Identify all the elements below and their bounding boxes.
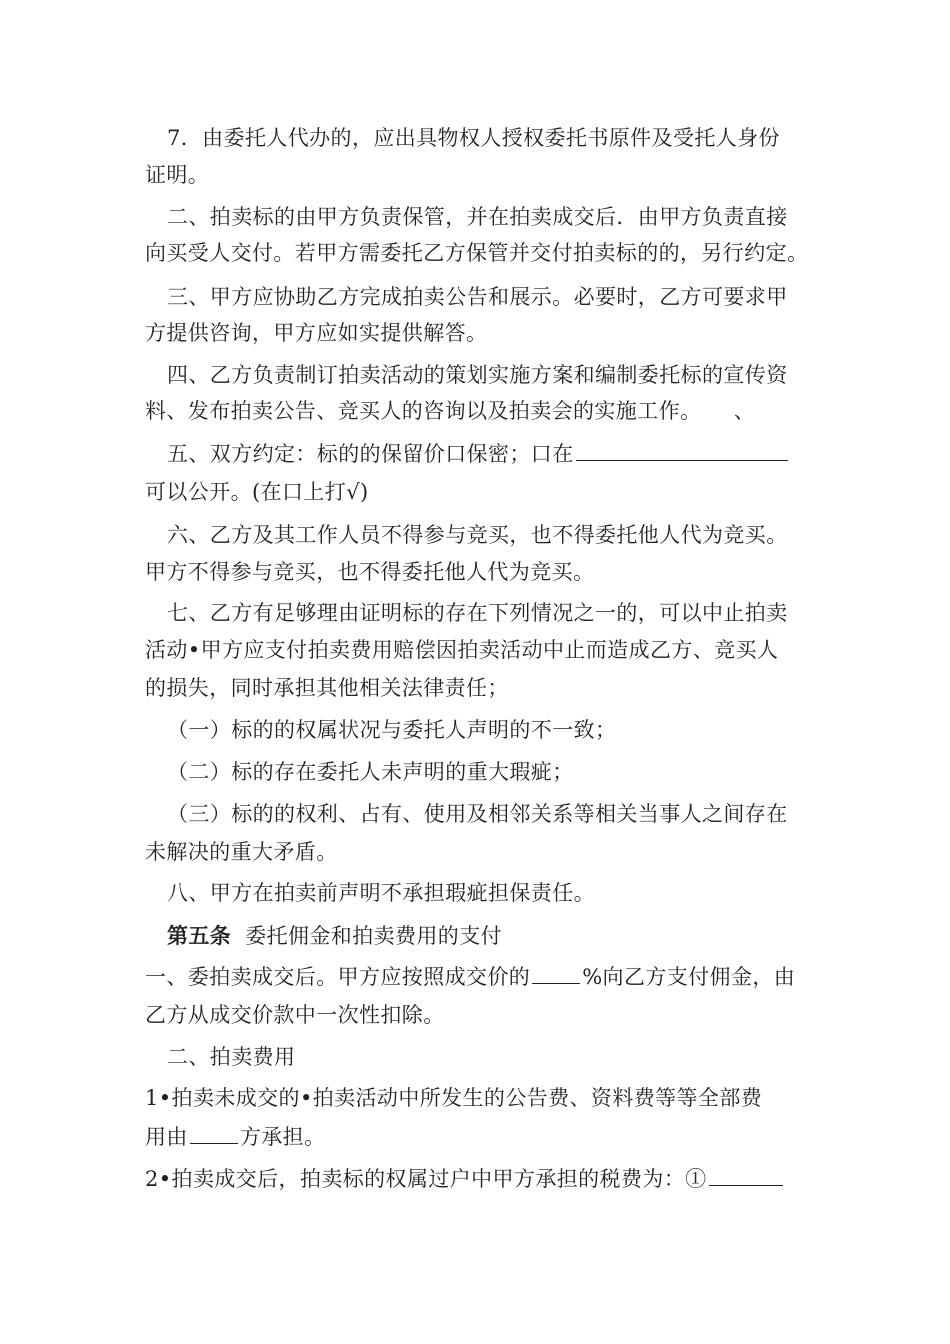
- article-5-clause-1-line-1: [145, 962, 795, 992]
- article-5-clause-1-line-2: 乙方从成交价款中一次性扣除。: [145, 1003, 445, 1027]
- clause-3-line-2: 方提供咨询，甲方应如实提供解答。: [145, 321, 488, 345]
- clause-2-line-2: 向买受人交付。若甲方需委托乙方保管并交付拍卖标的的，另行约定。: [145, 241, 809, 265]
- paragraph-7-line-1: 7．由委托人代办的，应出具物权人授权委托书原件及受托人身份: [167, 126, 780, 150]
- fees-item-1-line-2: [145, 1122, 325, 1152]
- article-5-clause-2-heading: 二、拍卖费用: [167, 1045, 296, 1069]
- clause-2-line-1: 二、拍卖标的由甲方负责保管，并在拍卖成交后．由甲方负责直接: [167, 205, 788, 229]
- article-5-title: 委托佣金和拍卖费用的支付: [245, 924, 503, 948]
- bearing-party-blank[interactable]: [190, 1123, 238, 1144]
- article-5-heading: [167, 921, 502, 951]
- fees-item-2-line-1: [145, 1164, 785, 1194]
- clause-6-line-2: 甲方不得参与竞买，也不得委托他人代为竞买。: [145, 560, 595, 584]
- clause-4-line-1: 四、乙方负责制订拍卖活动的策划实施方案和编制委托标的宣传资: [167, 363, 788, 387]
- commission-rate-blank[interactable]: [532, 963, 580, 984]
- clause-7-line-3: 的损失，同时承担其他相关法律责任；: [145, 676, 509, 700]
- fees-item-1-text-a: 用由: [145, 1125, 188, 1149]
- clause-7-item-1: （一）标的的权属状况与委托人声明的不一致；: [167, 718, 617, 742]
- fill-in-blank[interactable]: [576, 440, 788, 461]
- clause-7-item-3-line-1: （三）标的的权利、占有、使用及相邻关系等相关当事人之间存在: [167, 802, 788, 826]
- article-5-label: 第五条: [167, 923, 232, 948]
- clause-5-line-2: 可以公开。(在口上打√): [145, 480, 369, 504]
- paragraph-7-line-2: 证明。: [145, 163, 210, 187]
- fees-item-1-line-1: 1•拍卖未成交的•拍卖活动中所发生的公告费、资料费等等全部费: [145, 1086, 763, 1110]
- clause-5-text: 五、双方约定：标的的保留价口保密；口在: [167, 442, 574, 466]
- clause-7-item-2: （二）标的存在委托人未声明的重大瑕疵；: [167, 760, 574, 784]
- tax-fee-blank[interactable]: [709, 1165, 783, 1186]
- clause-4-line-2: 料、发布拍卖公告、竞买人的咨询以及拍卖会的实施工作。 、: [145, 399, 756, 423]
- clause-7-line-1: 七、乙方有足够理由证明标的存在下列情况之一的，可以中止拍卖: [167, 601, 788, 625]
- clause-5-line-1: [167, 439, 790, 469]
- fees-item-1-text-b: 方承担。: [239, 1125, 326, 1149]
- fees-item-2-text: 2•拍卖成交后，拍卖标的权属过户中甲方承担的税费为：①: [145, 1167, 707, 1191]
- commission-text-a: 一、委拍卖成交后。甲方应按照成交价的: [145, 965, 531, 989]
- clause-3-line-1: 三、甲方应协助乙方完成拍卖公告和展示。必要时，乙方可要求甲: [167, 285, 788, 309]
- clause-8: 八、甲方在拍卖前声明不承担瑕疵担保责任。: [167, 881, 595, 905]
- clause-6-line-1: 六、乙方及其工作人员不得参与竞买，也不得委托他人代为竞买。: [167, 523, 788, 547]
- clause-7-item-3-line-2: 未解决的重大矛盾。: [145, 840, 338, 864]
- clause-7-line-2: 活动•甲方应支付拍卖费用赔偿因拍卖活动中止而造成乙方、竞买人: [145, 638, 779, 662]
- commission-text-b: %向乙方支付佣金，由: [582, 965, 796, 989]
